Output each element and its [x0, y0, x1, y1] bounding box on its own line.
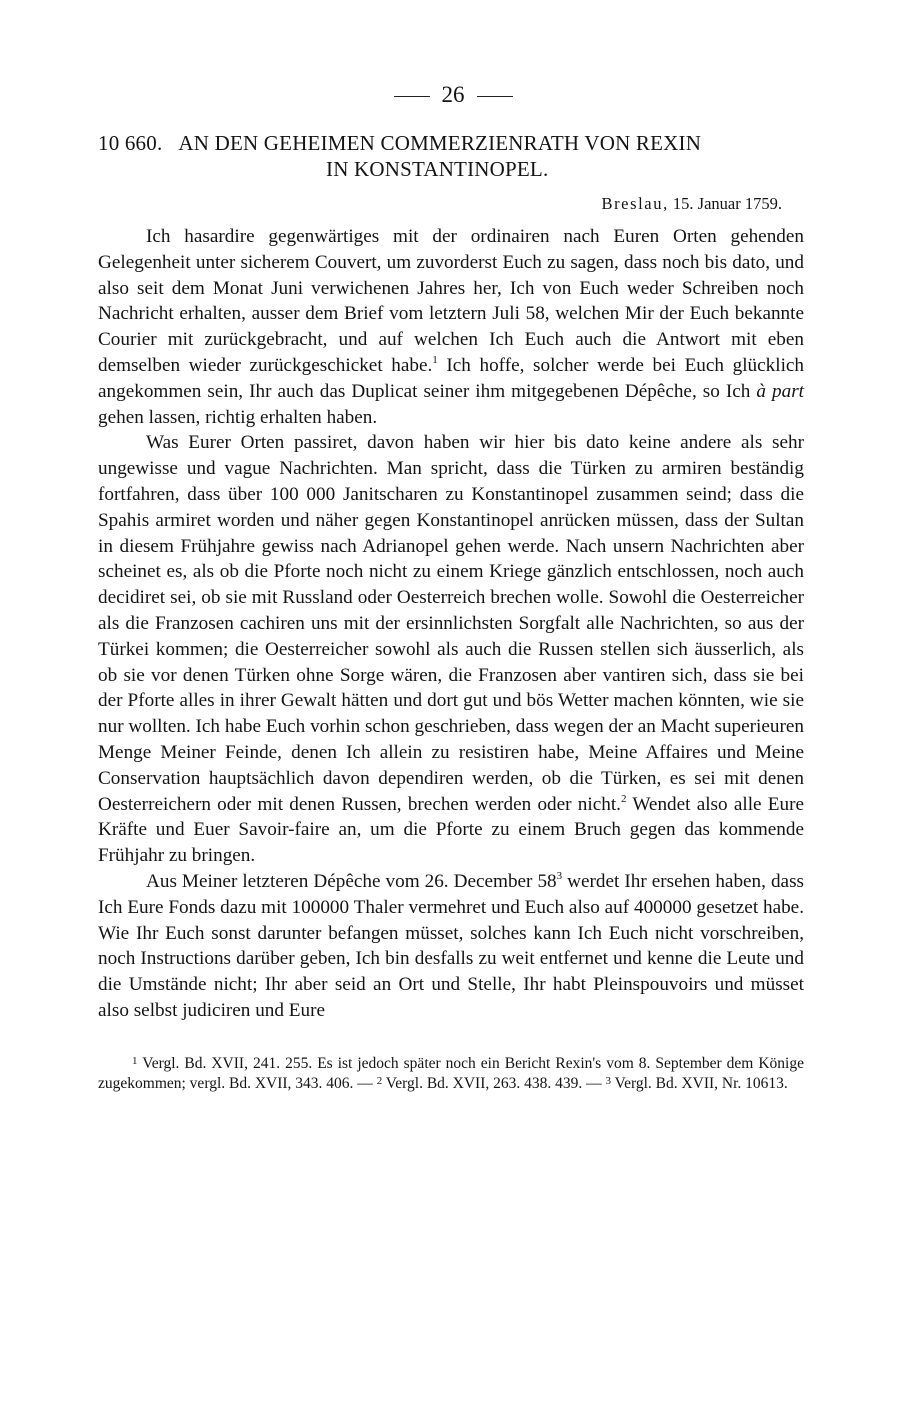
dateline — [98, 192, 782, 216]
footnote-ref-2: 2 — [620, 792, 627, 805]
dateline-place: Breslau, — [601, 194, 669, 213]
footnote-marker-3: 3 — [605, 1075, 611, 1088]
page-number: 26 — [441, 82, 465, 107]
paragraph-1-italic: à part — [756, 380, 804, 402]
right-rule — [477, 96, 513, 97]
footnote-2-text: Vergl. Bd. XVII, 263. 438. 439. — — [382, 1075, 606, 1093]
letter-body — [98, 224, 804, 1024]
paragraph-3-text-b: werdet Ihr ersehen haben, dass Ich Eure Fonds dazu mit 100000 Thaler vermehret und Euch also auf 400000 gesetzet habe. Wie Ihr Euch sonst darunter befangen müsset, solches kann Ich Euch nicht vorschreiben, noch Instructions darüber geben, Ich bin desfalls zu weit entfernet und kenne die Leute und die Umstände nicht; Ihr aber seid an Ort und Stelle, Ihr habt Pleinspouvoirs und müsset also selbst judiciren und Eure — [98, 870, 804, 1021]
document-page — [98, 80, 804, 1095]
footnotes — [98, 1054, 804, 1095]
letter-heading — [98, 130, 804, 182]
letter-title-line-1: AN DEN GEHEIMEN COMMERZIENRATH VON REXIN — [178, 131, 702, 155]
footnote-3-text: Vergl. Bd. XVII, Nr. 10613. — [611, 1075, 788, 1093]
page-header — [102, 80, 804, 112]
paragraph-1 — [98, 224, 804, 430]
letter-title-line-2: IN KONSTANTINOPEL. — [326, 157, 549, 181]
paragraph-1-text-c: gehen lassen, richtig erhalten haben. — [98, 406, 378, 428]
footnote-ref-3: 3 — [556, 869, 563, 882]
left-rule — [394, 96, 430, 97]
paragraph-2-text-b: Wendet also alle Eure Kräfte und Euer Savoir-faire an, um die Pforte zu einem Bruch gegen das kommende Frühjahr zu bringen. — [98, 793, 805, 867]
footnote-marker-2: 2 — [376, 1075, 383, 1088]
paragraph-2-text-a: Was Eurer Orten passiret, davon haben wir hier bis dato keine andere als sehr ungewisse und vague Nachrichten. Man spricht, dass die Türken zu armiren beständig fortfahren, dass über 100 000 Janitscharen zu Konstantinopel zusammen seind; dass die Spahis armiret worden und näher gegen Konstantinopel anrücken müssen, dass der Sultan in diesem Frühjahre gewiss nach Adrianopel gehen werde. Nach unsern Nachrichten aber scheinet es, als ob die Pforte noch nicht zu einem Kriege gänzlich entschlossen, noch auch decidiret sei, ob sie mit Russland oder Oesterreich brechen wolle. Sowohl die Oesterreicher als die Franzosen cachiren uns mit der ersinnlichsten Sorgfalt alle Nachrichten, so aus der Türkei kommen; die Oesterreicher sowohl als auch die Russen stellen sich äusserlich, als ob sie vor denen Türken ohne Sorge wären, die Franzosen aber vantiren sich, dass sie bei der Pforte alles in ihrer Gewalt hätten und dort gut und bös Wetter machen könnten, wie sie nur wollten. Ich habe Euch vorhin schon geschrieben, dass wegen der an Macht superieuren Menge Meiner Feinde, denen Ich allein zu resistiren habe, Meine Affaires und Meine Conservation hauptsächlich davon dependiren werden, ob die Türken, es sei mit denen Oesterreichern oder mit denen Russen, brechen werden oder nicht. — [98, 432, 804, 815]
paragraph-3 — [98, 869, 804, 1024]
letter-number: 10 660. — [98, 131, 163, 155]
paragraph-1-text-b: Ich hoffe, solcher werde bei Euch glücklich angekommen sein, Ihr auch das Duplicat seiner ihm mitgegebenen Dépêche, so Ich — [98, 354, 805, 402]
dateline-date: 15. Januar 1759. — [672, 194, 782, 213]
footnote-1-text: Vergl. Bd. XVII, 241. 255. Es ist jedoch später noch ein Bericht Rexin's vom 8. September dem Könige zugekommen; vergl. Bd. XVII, 343. 406. — — [98, 1054, 804, 1093]
paragraph-1-text-a: Ich hasardire gegenwärtiges mit der ordinairen nach Euren Orten gehenden Gelegenheit unter sicherem Couvert, um zuvorderst Euch zu sagen, dass noch bis dato, und also seit dem Monat Juni verwichenen Jahres her, Ich von Euch weder Schreiben noch Nachricht erhalten, ausser dem Brief vom letztern Juli 58, welchen Mir der Euch bekannte Courier mit zurückgebracht, und auf welchen Ich Euch auch die Antwort mit eben demselben wieder zurückgeschicket habe. — [98, 226, 804, 376]
footnote-marker-1: 1 — [132, 1054, 138, 1067]
paragraph-3-text-a: Aus Meiner letzteren Dépêche vom 26. December 58 — [146, 870, 557, 892]
paragraph-2 — [98, 430, 804, 869]
footnote-ref-1: 1 — [432, 353, 438, 366]
